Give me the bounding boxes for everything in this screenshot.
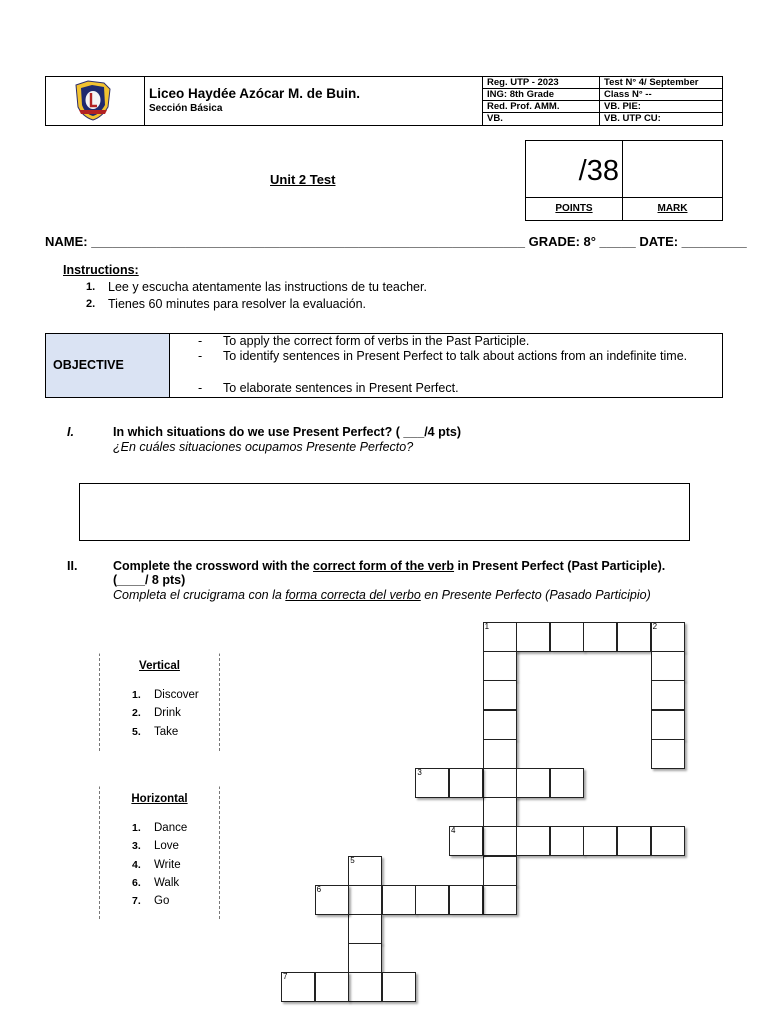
school-name: Liceo Haydée Azócar M. de Buin. — [149, 86, 361, 101]
crossword-cell[interactable] — [415, 885, 449, 915]
clue-word: Dance — [154, 822, 188, 834]
section-2-question-underlined: correct form of the verb — [313, 559, 455, 573]
crossword-cell[interactable] — [583, 622, 617, 652]
info-class-number: Class N° -- — [600, 89, 723, 101]
score-total: /38 — [526, 141, 623, 197]
test-title: Unit 2 Test — [270, 172, 336, 187]
clue-item — [100, 689, 219, 707]
objective-label: OBJECTIVE — [53, 358, 124, 372]
clue-number: 4. — [132, 858, 141, 871]
score-box — [525, 140, 723, 221]
section-2-translation-part: en Presente Perfecto (Pasado Participio) — [420, 588, 651, 602]
section-2-translation-part: Completa el crucigrama con la — [113, 588, 286, 602]
horizontal-clues-box — [99, 786, 220, 919]
crossword-cell[interactable] — [315, 885, 349, 915]
crossword-cell[interactable] — [651, 826, 685, 856]
crossword-cell[interactable] — [483, 622, 517, 652]
crossword-cell[interactable] — [516, 826, 550, 856]
mark-label: MARK — [657, 203, 688, 214]
header-info-grid — [482, 77, 723, 125]
crossword-cell[interactable] — [348, 856, 382, 886]
crossword-cell[interactable] — [483, 680, 517, 710]
clue-number: 2. — [132, 707, 141, 720]
section-1-translation: ¿En cuáles situaciones ocupamos Presente Perfecto? — [113, 440, 414, 454]
clue-word: Take — [154, 725, 179, 738]
crossword-cell[interactable] — [348, 943, 382, 973]
crossword-cell[interactable] — [483, 651, 517, 681]
info-reg-utp: Reg. UTP - 2023 — [483, 77, 600, 89]
crossword-clue-number: 2 — [652, 622, 658, 631]
crossword-cell[interactable] — [281, 972, 315, 1002]
info-red-prof: Red. Prof. AMM. — [483, 101, 600, 113]
objective-text: To identify sentences in Present Perfect to talk about actions from an indefinite time. — [223, 349, 688, 363]
instruction-text: Lee y escucha atentamente las instructions de tu teacher. — [108, 280, 427, 294]
name-grade-date-line[interactable]: NAME: ____________________________________________________________ GRADE: 8° _____ DATE: _________ — [45, 234, 747, 249]
crossword-clue-number: 3 — [417, 768, 422, 777]
vertical-clues-box — [99, 653, 220, 751]
clue-number: 1. — [132, 689, 141, 701]
clue-item — [100, 859, 219, 877]
crossword-cell[interactable] — [483, 710, 517, 740]
section-1-answer-box[interactable] — [79, 483, 690, 541]
clue-item — [100, 707, 219, 725]
section-2-translation-underlined: forma correcta del verbo — [285, 588, 421, 602]
clue-word: Discover — [154, 689, 199, 701]
school-cell — [144, 77, 481, 125]
instruction-number: 2. — [86, 298, 96, 310]
objective-table: OBJECTIVE - To apply the correct form of verbs in the Past Participle. - To identify sentences in Present Perfect to talk about actions from an indefinite time. - To elaborate sentences in Present Perfect. — [45, 333, 723, 398]
clue-word: Walk — [154, 876, 180, 889]
points-label: POINTS — [526, 198, 623, 220]
clue-item — [100, 840, 219, 858]
crossword-cell[interactable] — [651, 680, 685, 710]
crossword-cell[interactable] — [617, 826, 651, 856]
crossword-cell[interactable] — [550, 622, 584, 652]
objective-text: To elaborate sentences in Present Perfect. — [223, 381, 459, 395]
vertical-clues-title: Vertical — [139, 660, 180, 672]
crossword-cell[interactable] — [651, 622, 685, 652]
logo-cell — [46, 77, 145, 125]
objective-text: To apply the correct form of verbs in the Past Participle. — [223, 334, 530, 348]
crossword-cell[interactable] — [483, 826, 517, 856]
section-2-question-part: in Present Perfect (Past Participle). — [454, 559, 666, 573]
crossword-cell[interactable] — [651, 651, 685, 681]
info-grade: ING: 8th Grade — [483, 89, 600, 101]
crossword-cell[interactable] — [483, 856, 517, 886]
crossword-cell[interactable] — [651, 710, 685, 740]
crossword-cell[interactable] — [516, 622, 550, 652]
crossword-cell[interactable] — [483, 797, 517, 827]
clue-item — [100, 822, 219, 840]
info-vb-pie: VB. PIE: — [600, 101, 723, 113]
crossword-cell[interactable] — [348, 972, 382, 1002]
crossword-cell[interactable] — [449, 826, 483, 856]
crossword-cell[interactable] — [315, 972, 349, 1002]
crossword-cell[interactable] — [483, 768, 517, 798]
crossword-cell[interactable] — [382, 885, 416, 915]
instructions-title: Instructions: — [63, 263, 139, 277]
crossword-clue-number: 6 — [316, 884, 322, 894]
clue-word: Love — [154, 840, 179, 853]
info-vb: VB. — [483, 113, 600, 125]
instruction-number: 1. — [86, 281, 96, 293]
clue-number: 7. — [132, 895, 141, 908]
clue-number: 6. — [132, 876, 141, 889]
clue-word: Go — [154, 895, 170, 908]
crossword-cell[interactable] — [348, 914, 382, 944]
mark-entry-cell[interactable] — [623, 141, 722, 197]
crossword-cell[interactable] — [449, 768, 483, 798]
crossword-cell[interactable] — [617, 622, 651, 652]
school-crest-logo — [46, 77, 144, 125]
crossword-cell[interactable] — [550, 826, 584, 856]
clue-number: 5. — [132, 725, 141, 738]
instruction-text: Tienes 60 minutes para resolver la evaluación. — [108, 297, 367, 311]
clue-item — [100, 895, 219, 913]
horizontal-clues-title: Horizontal — [131, 793, 188, 805]
info-test-number: Test N° 4/ September — [600, 77, 723, 89]
crossword-cell[interactable] — [382, 972, 416, 1002]
section-2-question — [113, 559, 665, 573]
section-2-translation — [113, 588, 651, 602]
section-2-number: II. — [67, 559, 78, 573]
crossword-clue-number: 7 — [283, 972, 288, 982]
crossword-cell[interactable] — [348, 885, 382, 915]
info-vb-utp-cu: VB. UTP CU: — [604, 113, 661, 124]
crossword-cell[interactable] — [449, 885, 483, 915]
crossword-cell[interactable] — [483, 739, 517, 769]
clue-word: Write — [154, 858, 181, 871]
school-section: Sección Básica — [149, 103, 223, 114]
section-2-question-part: Complete the crossword with the — [113, 559, 314, 573]
crossword-cell[interactable] — [583, 826, 617, 856]
header-table — [45, 76, 723, 126]
crossword-cell[interactable] — [550, 768, 584, 798]
crossword-cell[interactable] — [415, 768, 449, 798]
clue-number: 1. — [132, 822, 141, 834]
clue-item — [100, 726, 219, 744]
section-1-number: I. — [67, 425, 74, 439]
crossword-clue-number: 4 — [451, 826, 456, 836]
section-2-points: (____/ 8 pts) — [113, 573, 186, 587]
crossword-clue-number: 5 — [350, 855, 355, 865]
objective-label-cell — [46, 334, 170, 397]
crossword-clue-number: 1 — [484, 622, 490, 631]
clue-item — [100, 877, 219, 895]
clue-number: 3. — [132, 840, 141, 853]
crossword-cell[interactable] — [516, 768, 550, 798]
section-1-question: In which situations do we use Present Perfect? ( ___/4 pts) — [113, 425, 462, 439]
crossword-cell[interactable] — [651, 739, 685, 769]
clue-word: Drink — [154, 707, 181, 720]
crossword-cell[interactable] — [483, 885, 517, 915]
